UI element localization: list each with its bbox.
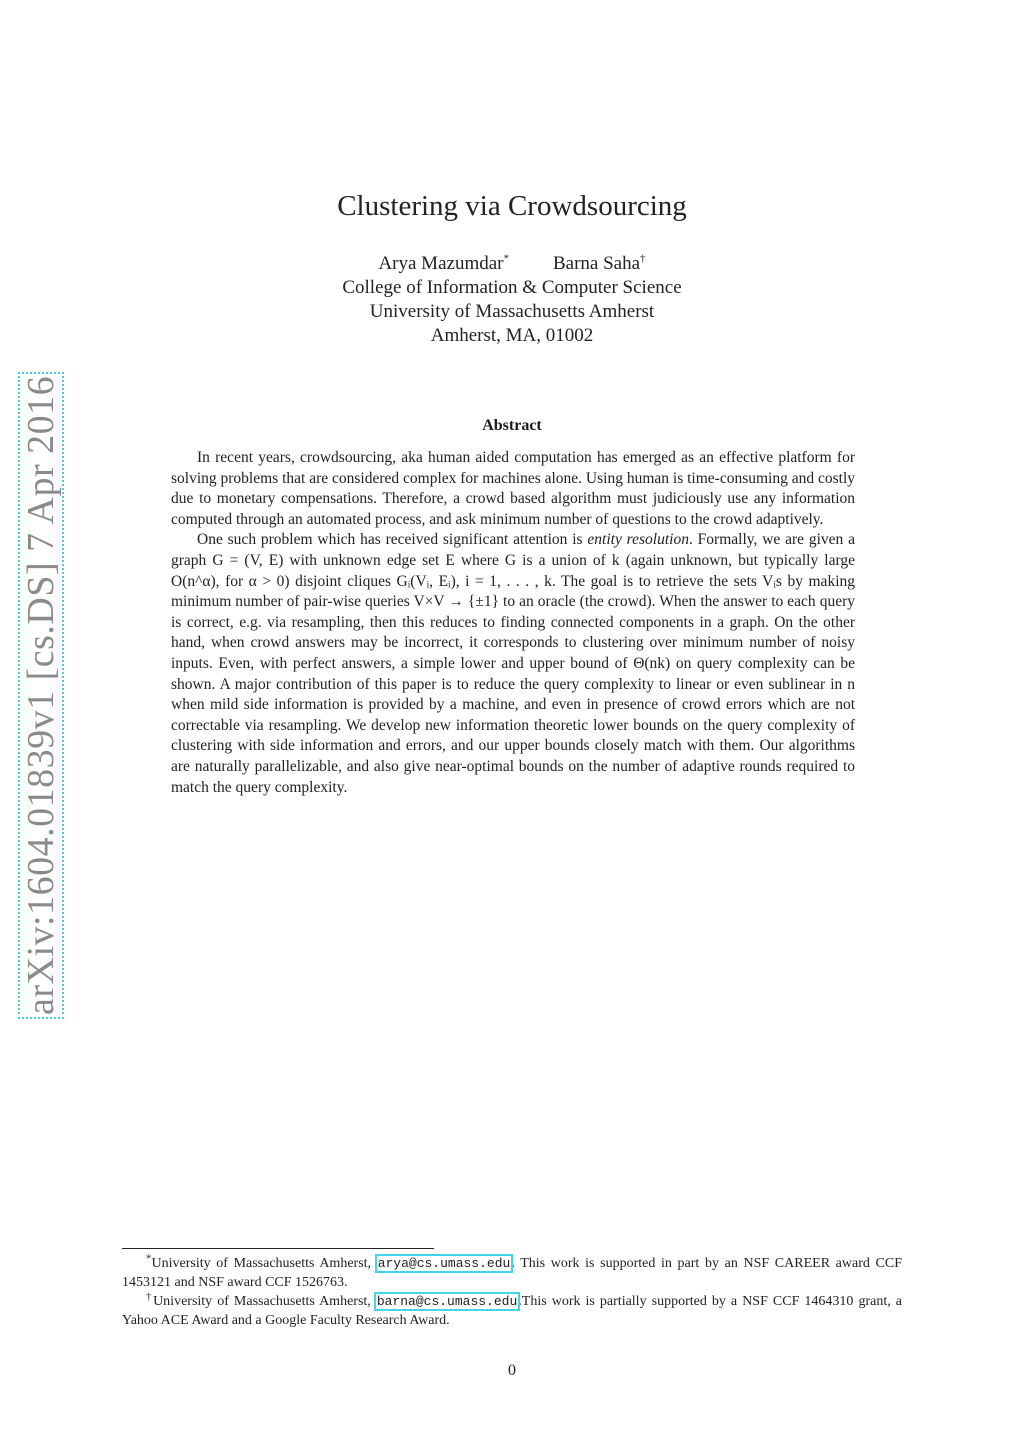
page-number: 0 [508, 1362, 516, 1379]
footnote-text: University of Massachusetts Amherst, [151, 1256, 377, 1271]
author-footnote-mark: * [503, 252, 509, 265]
footnote [122, 1254, 902, 1292]
footnote-divider [122, 1248, 434, 1249]
abstract-text: . Formally, we are given a graph G = (V, E) with unknown edge set E where G is a union of k (again unknown, but typically large O(n^α), for α > 0) disjoint cliques Gᵢ(Vᵢ, Eᵢ), i = 1, . . . , k. The goal is to retrieve the sets Vᵢs by making minimum number of pair-wise queries V×V → {±1} to an oracle (the crowd). When the answer to each query is correct, e.g. via resampling, then this reduces to finding connected components in a graph. On the other hand, when crowd answers may be incorrect, it corresponds to clustering over minimum number of noisy inputs. Even, with perfect answers, a simple lower and upper bound of Θ(nk) on query complexity can be shown. A major contribution of this paper is to reduce the query complexity to linear or even sublinear in n when mild side information is provided by a machine, and even in presence of crowd errors which are not correctable via resampling. We develop new information theoretic lower bounds on the query complexity of clustering with side information and errors, and our upper bounds closely match with them. Our algorithms are naturally parallelizable, and also give near-optimal bounds on the number of adaptive rounds required to match the query complexity. [171, 531, 856, 796]
affiliation-line: College of Information & Computer Science [342, 277, 682, 298]
abstract-heading: Abstract [482, 417, 542, 434]
email-link[interactable]: arya@cs.umass.edu [377, 1256, 511, 1271]
footnote-text: .This work is partially supported by a NSF CCF 1464310 grant, a Yahoo ACE Award and a Google Faculty Research Award. [122, 1294, 903, 1328]
author-2 [553, 252, 646, 276]
abstract-body [171, 448, 855, 798]
abstract-paragraph: In recent years, crowdsourcing, aka human aided computation has emerged as an effective platform for solving problems that are considered complex for machines alone. Using human is time-consuming and costly due to monetary compensations. Therefore, a crowd based algorithm must judiciously use any information computed through an automated process, and ask minimum number of questions to the crowd adaptively. [171, 449, 855, 528]
abstract-text: One such problem which has received significant attention is [197, 531, 588, 549]
footnote-mark: † [146, 1290, 154, 1303]
abstract-paragraph [171, 530, 855, 798]
author-block [0, 252, 1024, 348]
footnote-text: . This work is supported in part by an NSF CAREER award CCF 1453121 and NSF award CCF 1526763. [122, 1256, 902, 1290]
email-link[interactable]: barna@cs.umass.edu [376, 1294, 518, 1309]
author-1 [378, 252, 509, 276]
abstract-emphasis: entity resolution [587, 531, 689, 549]
arxiv-identifier-stamp[interactable]: arXiv:1604.01839v1 [cs.DS] 7 Apr 2016 [20, 375, 62, 1015]
affiliation-line: Amherst, MA, 01002 [430, 325, 594, 346]
paper-title: Clustering via Crowdsourcing [337, 190, 687, 222]
author-name: Arya Mazumdar [378, 253, 504, 274]
footnote-text: University of Massachusetts Amherst, [153, 1294, 376, 1309]
affiliation-line: University of Massachusetts Amherst [369, 301, 655, 322]
author-footnote-mark: † [640, 252, 646, 265]
footnotes [122, 1254, 902, 1330]
author-names [0, 252, 1024, 276]
author-name: Barna Saha [552, 253, 641, 274]
footnote-mark: * [146, 1252, 152, 1265]
footnote [122, 1292, 902, 1330]
